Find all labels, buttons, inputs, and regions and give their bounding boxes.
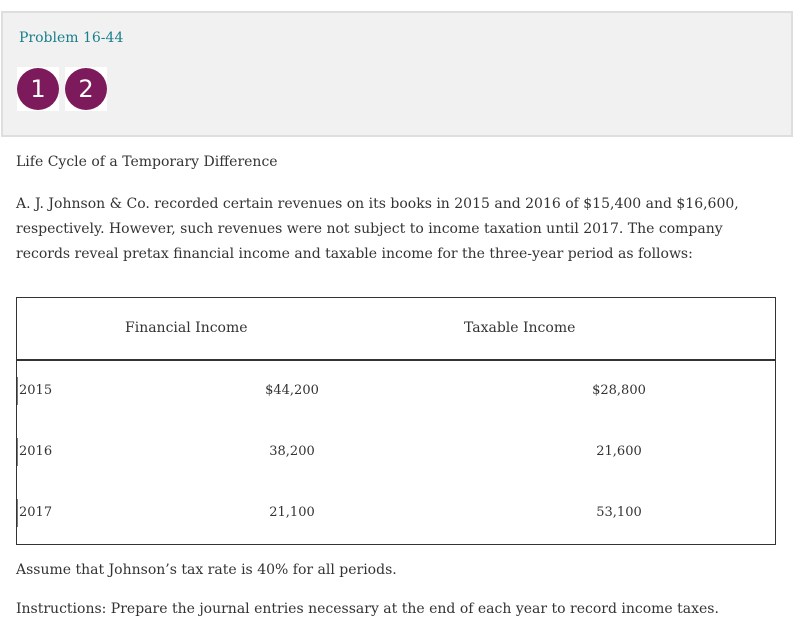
row-marker: [17, 377, 18, 405]
problem-intro: A. J. Johnson & Co. recorded certain revenues on its books in 2015 and 2016 of $15,400 and $16,600, respectively. However, such revenues were not subject to income taxation until 2017. The company records reveal pretax financial income and taxable income for the three-year period as follows:: [16, 196, 739, 262]
table-row: [17, 483, 775, 544]
row-taxable-income: 53,100: [596, 505, 642, 520]
income-table: [16, 297, 776, 545]
header-financial-income: Financial Income: [125, 320, 248, 336]
row-financial-income: 38,200: [269, 444, 315, 459]
row-taxable-income: 21,600: [596, 444, 642, 459]
step-2-label: 2: [65, 68, 107, 110]
row-year: 2016: [19, 444, 53, 459]
problem-title: Problem 16-44: [19, 30, 124, 46]
row-marker: [17, 438, 18, 466]
step-2-button[interactable]: [65, 67, 107, 111]
row-year: 2017: [19, 505, 53, 520]
table-row: [17, 422, 775, 483]
problem-subtitle: Life Cycle of a Temporary Difference: [16, 154, 278, 170]
header-taxable-income: Taxable Income: [464, 320, 576, 336]
problem-header: [1, 11, 793, 137]
step-1-button[interactable]: [17, 67, 59, 111]
problem-instructions: Instructions: Prepare the journal entries necessary at the end of each year to record income taxes.: [16, 601, 719, 617]
row-marker: [17, 499, 18, 527]
row-year: 2015: [19, 383, 53, 398]
tax-rate-assumption: Assume that Johnson’s tax rate is 40% for all periods.: [16, 562, 397, 578]
row-financial-income: $44,200: [265, 383, 319, 398]
row-taxable-income: $28,800: [592, 383, 646, 398]
row-financial-income: 21,100: [269, 505, 315, 520]
step-1-label: 1: [17, 68, 59, 110]
table-row: [17, 361, 775, 422]
